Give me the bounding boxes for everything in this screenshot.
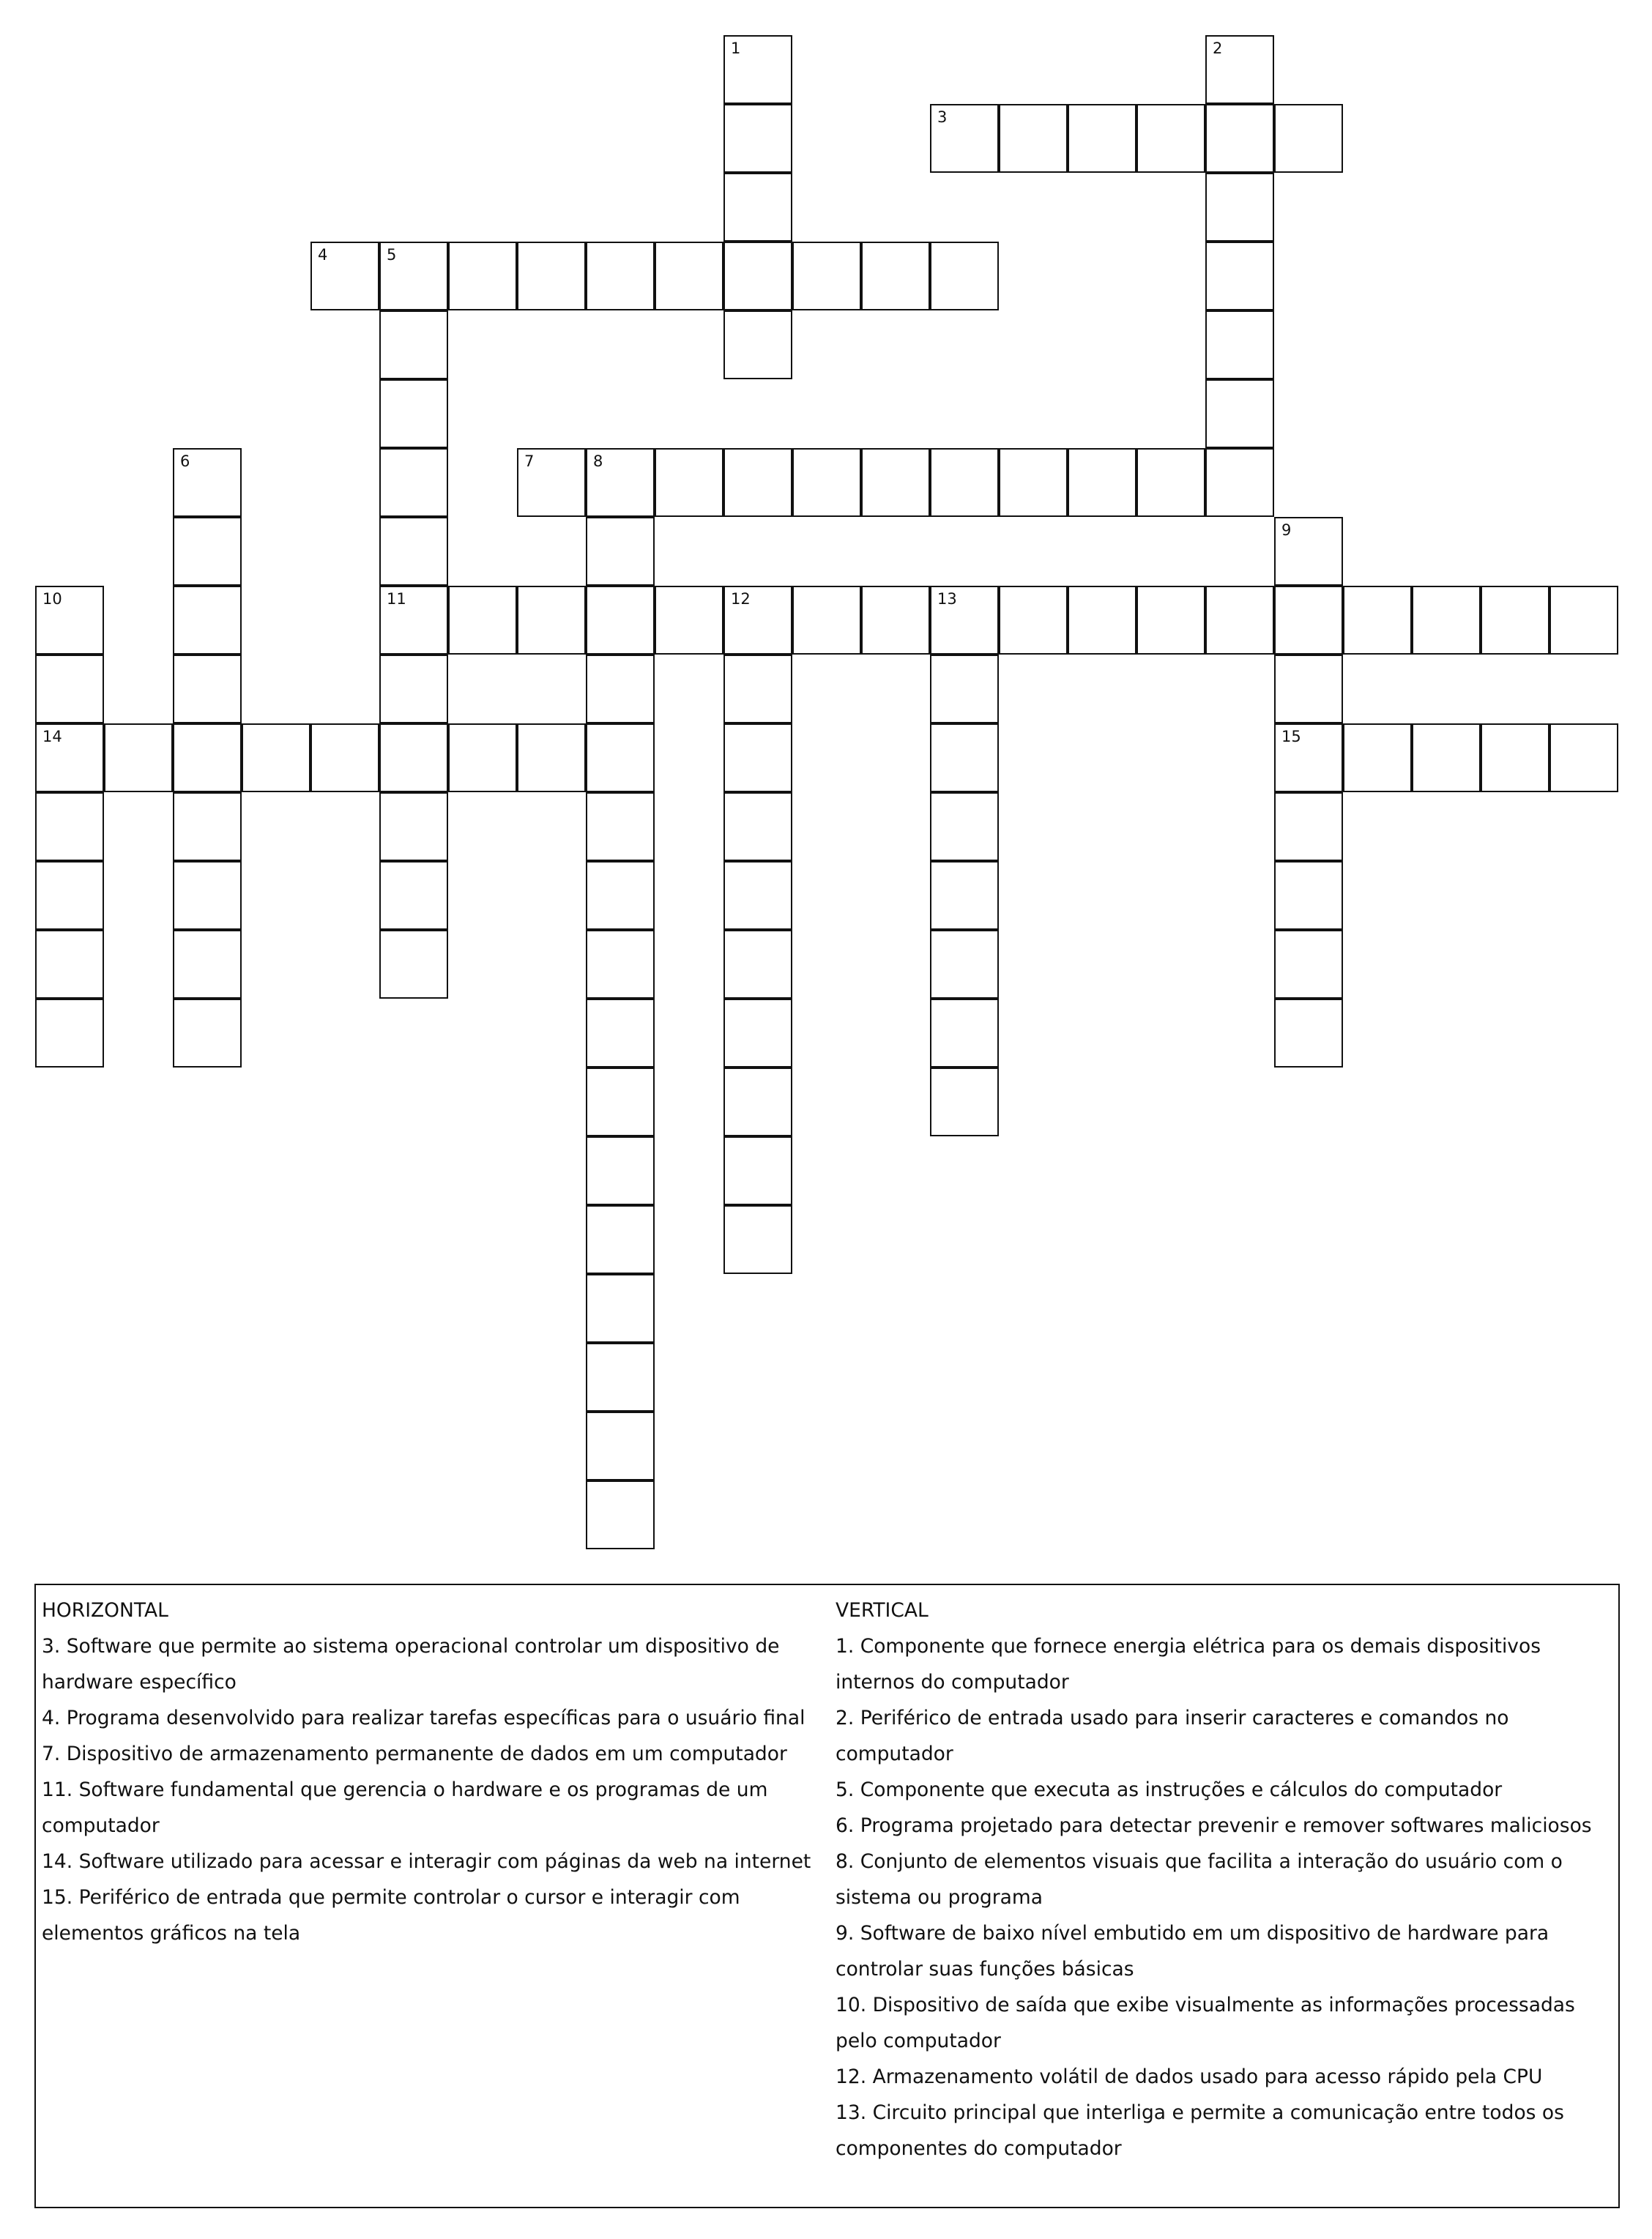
crossword-cell[interactable]: [1205, 35, 1274, 104]
clue-vertical-12: 12. Armazenamento volátil de dados usado para acesso rápido pela CPU: [836, 2065, 1543, 2088]
crossword-cell[interactable]: [586, 586, 655, 655]
crossword-cell[interactable]: [792, 586, 861, 655]
crossword-cell[interactable]: [310, 723, 379, 792]
crossword-cell[interactable]: [1205, 379, 1274, 448]
crossword-cell[interactable]: [930, 242, 999, 310]
crossword-cell[interactable]: [1205, 173, 1274, 242]
crossword-cell[interactable]: [1274, 104, 1343, 173]
crossword-cell[interactable]: [586, 1412, 655, 1480]
crossword-cell[interactable]: [723, 792, 792, 861]
crossword-cell[interactable]: [379, 723, 448, 792]
crossword-cell[interactable]: [586, 655, 655, 723]
crossword-cell[interactable]: [723, 242, 792, 310]
clue-number: 4: [318, 246, 328, 264]
crossword-cell[interactable]: [586, 792, 655, 861]
clue-horizontal-14: 14. Software utilizado para acessar e interagir com páginas da web na internet: [42, 1850, 811, 1873]
crossword-cell[interactable]: [586, 861, 655, 930]
crossword-cell[interactable]: [792, 242, 861, 310]
crossword-cell[interactable]: [586, 517, 655, 586]
clue-horizontal-15: 15. Periférico de entrada que permite controlar o cursor e interagir com elementos gráficos na tela: [42, 1886, 740, 1945]
crossword-cell[interactable]: [999, 448, 1068, 517]
vertical-clues: [836, 1592, 1615, 2167]
crossword-cell[interactable]: [379, 379, 448, 448]
crossword-cell[interactable]: [1274, 586, 1343, 655]
crossword-cell[interactable]: [35, 861, 104, 930]
crossword-cell[interactable]: [379, 930, 448, 999]
crossword-cell[interactable]: [1205, 310, 1274, 379]
clue-number: 15: [1281, 728, 1301, 745]
crossword-cell[interactable]: [586, 1343, 655, 1412]
clue-vertical-10: 10. Dispositivo de saída que exibe visualmente as informações processadas pelo computador: [836, 1994, 1575, 2052]
crossword-cell[interactable]: [655, 586, 723, 655]
crossword-cell[interactable]: [930, 723, 999, 792]
crossword-cell[interactable]: [861, 448, 930, 517]
crossword-cell[interactable]: [173, 999, 242, 1068]
crossword-cell[interactable]: [173, 723, 242, 792]
crossword-cell[interactable]: [861, 242, 930, 310]
crossword-cell[interactable]: [723, 655, 792, 723]
clue-horizontal-7: 7. Dispositivo de armazenamento permanente de dados em um computador: [42, 1743, 787, 1765]
crossword-cell[interactable]: [1274, 655, 1343, 723]
crossword-cell[interactable]: [242, 723, 310, 792]
clue-number: 2: [1213, 40, 1223, 57]
crossword-cell[interactable]: [1136, 448, 1205, 517]
crossword-cell[interactable]: [586, 999, 655, 1068]
crossword-cell[interactable]: [1412, 723, 1481, 792]
crossword-cell[interactable]: [723, 1136, 792, 1205]
crossword-cell[interactable]: [1205, 448, 1274, 517]
horizontal-clues: [42, 1592, 840, 1951]
crossword-cell[interactable]: [586, 930, 655, 999]
crossword-cell[interactable]: [930, 586, 999, 655]
crossword-cell[interactable]: [655, 242, 723, 310]
crossword-cell[interactable]: [999, 104, 1068, 173]
crossword-cell[interactable]: [1274, 517, 1343, 586]
crossword-cell[interactable]: [586, 1068, 655, 1136]
clue-vertical-5: 5. Componente que executa as instruções e cálculos do computador: [836, 1778, 1503, 1801]
crossword-cell[interactable]: [310, 242, 379, 310]
crossword-cell[interactable]: [930, 1068, 999, 1136]
crossword-cell[interactable]: [517, 242, 586, 310]
crossword-cell[interactable]: [723, 310, 792, 379]
crossword-cell[interactable]: [1549, 586, 1618, 655]
crossword-cell[interactable]: [1205, 586, 1274, 655]
clue-box: [34, 1584, 1620, 2208]
crossword-cell[interactable]: [379, 448, 448, 517]
crossword-cell[interactable]: [723, 104, 792, 173]
crossword-cell[interactable]: [517, 723, 586, 792]
crossword-cell[interactable]: [586, 1136, 655, 1205]
vertical-heading: VERTICAL: [836, 1599, 929, 1622]
crossword-cell[interactable]: [1481, 723, 1549, 792]
crossword-cell[interactable]: [586, 723, 655, 792]
crossword-cell[interactable]: [723, 930, 792, 999]
clue-number: 8: [593, 452, 603, 470]
clue-vertical-6: 6. Programa projetado para detectar prevenir e remover softwares maliciosos: [836, 1814, 1592, 1837]
crossword-cell[interactable]: [1549, 723, 1618, 792]
crossword-cell[interactable]: [35, 930, 104, 999]
clue-number: 7: [524, 452, 535, 470]
crossword-cell[interactable]: [930, 655, 999, 723]
crossword-cell[interactable]: [861, 586, 930, 655]
crossword-cell[interactable]: [723, 1068, 792, 1136]
crossword-cell[interactable]: [723, 448, 792, 517]
clue-number: 5: [387, 246, 397, 264]
crossword-cell[interactable]: [104, 723, 173, 792]
crossword-cell[interactable]: [448, 723, 517, 792]
crossword-cell[interactable]: [999, 586, 1068, 655]
crossword-cell[interactable]: [1068, 448, 1136, 517]
crossword-cell[interactable]: [448, 586, 517, 655]
clue-number: 6: [180, 452, 190, 470]
crossword-cell[interactable]: [1068, 586, 1136, 655]
clue-vertical-2: 2. Periférico de entrada usado para inserir caracteres e comandos no computador: [836, 1707, 1509, 1765]
clue-number: 10: [42, 590, 62, 608]
crossword-cell[interactable]: [586, 1274, 655, 1343]
crossword-cell[interactable]: [586, 448, 655, 517]
crossword-cell[interactable]: [655, 448, 723, 517]
crossword-cell[interactable]: [517, 586, 586, 655]
crossword-cell[interactable]: [723, 999, 792, 1068]
crossword-cell[interactable]: [1343, 723, 1412, 792]
crossword-cell[interactable]: [930, 792, 999, 861]
crossword-cell[interactable]: [1412, 586, 1481, 655]
crossword-cell[interactable]: [930, 448, 999, 517]
crossword-cell[interactable]: [35, 792, 104, 861]
crossword-cell[interactable]: [586, 1480, 655, 1549]
clue-number: 11: [387, 590, 406, 608]
clue-number: 9: [1281, 521, 1292, 539]
clue-number: 1: [731, 40, 741, 57]
crossword-cell[interactable]: [173, 448, 242, 517]
crossword-cell[interactable]: [1136, 104, 1205, 173]
crossword-cell[interactable]: [173, 930, 242, 999]
crossword-cell[interactable]: [1205, 104, 1274, 173]
crossword-cell[interactable]: [1481, 586, 1549, 655]
crossword-cell[interactable]: [379, 517, 448, 586]
crossword-cell[interactable]: [379, 310, 448, 379]
crossword-cell[interactable]: [379, 861, 448, 930]
clue-horizontal-3: 3. Software que permite ao sistema operacional controlar um dispositivo de hardware específico: [42, 1635, 780, 1694]
crossword-cell[interactable]: [173, 792, 242, 861]
crossword-cell[interactable]: [930, 930, 999, 999]
crossword-cell[interactable]: [930, 999, 999, 1068]
crossword-cell[interactable]: [723, 35, 792, 104]
crossword-cell[interactable]: [930, 104, 999, 173]
clue-horizontal-11: 11. Software fundamental que gerencia o hardware e os programas de um computador: [42, 1778, 768, 1837]
crossword-cell[interactable]: [173, 861, 242, 930]
crossword-cell[interactable]: [1274, 861, 1343, 930]
crossword-cell[interactable]: [930, 861, 999, 930]
crossword-cell[interactable]: [586, 242, 655, 310]
horizontal-heading: HORIZONTAL: [42, 1599, 168, 1622]
crossword-cell[interactable]: [723, 586, 792, 655]
crossword-cell[interactable]: [723, 1205, 792, 1274]
crossword-cell[interactable]: [379, 655, 448, 723]
crossword-cell[interactable]: [173, 655, 242, 723]
crossword-cell[interactable]: [35, 586, 104, 655]
crossword-cell[interactable]: [1274, 792, 1343, 861]
clue-number: 14: [42, 728, 62, 745]
clue-number: 12: [731, 590, 751, 608]
crossword-cell[interactable]: [517, 448, 586, 517]
crossword-cell[interactable]: [35, 655, 104, 723]
clue-number: 3: [937, 108, 948, 126]
crossword-cell[interactable]: [1274, 723, 1343, 792]
crossword-cell[interactable]: [448, 242, 517, 310]
crossword-cell[interactable]: [723, 861, 792, 930]
crossword-cell[interactable]: [173, 586, 242, 655]
clue-number: 13: [937, 590, 957, 608]
crossword-cell[interactable]: [1136, 586, 1205, 655]
crossword-cell[interactable]: [1205, 242, 1274, 310]
clue-vertical-9: 9. Software de baixo nível embutido em um dispositivo de hardware para controlar suas funções básicas: [836, 1922, 1549, 1981]
crossword-cell[interactable]: [379, 242, 448, 310]
crossword-cell[interactable]: [1274, 930, 1343, 999]
crossword-cell[interactable]: [723, 723, 792, 792]
crossword-cell[interactable]: [1068, 104, 1136, 173]
crossword-cell[interactable]: [792, 448, 861, 517]
crossword-cell[interactable]: [35, 723, 104, 792]
clue-vertical-13: 13. Circuito principal que interliga e permite a comunicação entre todos os componentes do computador: [836, 2101, 1564, 2160]
crossword-cell[interactable]: [1343, 586, 1412, 655]
clue-vertical-8: 8. Conjunto de elementos visuais que facilita a interação do usuário com o sistema ou programa: [836, 1850, 1563, 1909]
crossword-cell[interactable]: [723, 173, 792, 242]
clue-horizontal-4: 4. Programa desenvolvido para realizar tarefas específicas para o usuário final: [42, 1707, 805, 1729]
crossword-cell[interactable]: [1274, 999, 1343, 1068]
crossword-cell[interactable]: [173, 517, 242, 586]
crossword-cell[interactable]: [35, 999, 104, 1068]
crossword-cell[interactable]: [379, 586, 448, 655]
crossword-cell[interactable]: [379, 792, 448, 861]
clue-vertical-1: 1. Componente que fornece energia elétrica para os demais dispositivos internos do computador: [836, 1635, 1541, 1694]
crossword-cell[interactable]: [586, 1205, 655, 1274]
